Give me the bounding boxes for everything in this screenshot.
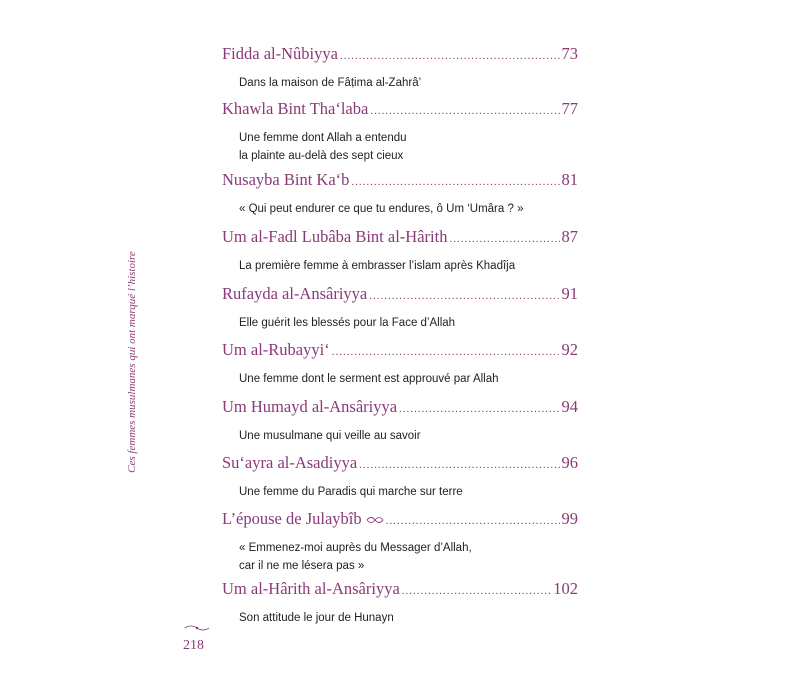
toc-entry (222, 579, 578, 627)
toc-entry-subtitle (239, 314, 578, 332)
toc-entry-subtitle (239, 427, 578, 445)
toc-entry-subtitle (239, 200, 578, 218)
dot-leader (332, 346, 560, 358)
toc-entry-title: Um al-Hârith al-Ansâriyya (222, 579, 400, 598)
toc-entry-subtitle (239, 129, 578, 165)
toc-entry-title: Um Humayd al-Ansâriyya (222, 397, 398, 416)
toc-entry-page: 94 (561, 397, 578, 416)
toc-entry-title: Khawla Bint Tha‘laba (222, 99, 369, 118)
toc-entry-title-text: L’épouse de Julaybîb (222, 509, 362, 528)
subtitle-line: La première femme à embrasser l’islam après Khadîja (239, 260, 516, 272)
subtitle-line: Elle guérit les blessés pour la Face d’Allah (239, 317, 456, 329)
subtitle-line: la plainte au-delà des sept cieux (239, 150, 404, 162)
subtitle-line: Dans la maison de Fâṭima al-Zahrâ’ (239, 77, 422, 89)
dot-leader (386, 515, 560, 527)
dot-leader (402, 585, 551, 597)
toc-entry-page: 96 (561, 453, 578, 472)
subtitle-line: « Qui peut endurer ce que tu endures, ô Um ‘Umâra ? » (239, 203, 524, 215)
toc-entry-title-row (222, 227, 578, 251)
toc-entry (222, 453, 578, 501)
dot-leader (359, 459, 559, 471)
toc-entry-title-row (222, 453, 578, 477)
toc-entry-title: Su‘ayra al-Asadiyya (222, 453, 358, 472)
toc-entry-title: Um al-Fadl Lubâba Bint al-Hârith (222, 227, 448, 246)
toc-entry-title-row (222, 170, 578, 194)
toc-entry-subtitle (239, 257, 578, 275)
toc-entry (222, 44, 578, 92)
toc-entry-page: 87 (561, 227, 578, 246)
toc-entry (222, 99, 578, 165)
subtitle-line: Une femme dont le serment est approuvé par Allah (239, 373, 499, 385)
toc-entry (222, 284, 578, 332)
toc-entry-title: Um al-Rubayyi‘ (222, 340, 330, 359)
floral-ornament-icon (184, 624, 210, 632)
dot-leader (340, 50, 560, 62)
toc-entry-title: Nusayba Bint Ka‘b (222, 170, 350, 189)
toc-entry (222, 509, 578, 575)
subtitle-line: Une femme dont Allah a entendu (239, 132, 407, 144)
toc-entry-title: Fidda al-Nûbiyya (222, 44, 338, 63)
toc-entry (222, 340, 578, 388)
toc-entry (222, 227, 578, 275)
dot-leader (351, 176, 559, 188)
toc-entry-title (222, 509, 384, 529)
honorific-ornament-icon (366, 515, 384, 525)
toc-entry-page: 77 (561, 99, 578, 118)
toc-entry-page: 99 (561, 509, 578, 528)
toc-entry-title: Rufayda al-Ansâriyya (222, 284, 368, 303)
dot-leader (449, 233, 559, 245)
toc-entry-title-row (222, 397, 578, 421)
toc-entry-page: 73 (561, 44, 578, 63)
toc-entry-subtitle (239, 483, 578, 501)
toc-entry-subtitle (239, 609, 578, 627)
subtitle-line: Une musulmane qui veille au savoir (239, 430, 421, 442)
dot-leader (369, 290, 559, 302)
running-book-title: Ces femmes musulmanes qui ont marqué l’histoire (126, 251, 138, 473)
dot-leader (370, 105, 559, 117)
toc-entry-subtitle (239, 539, 578, 575)
subtitle-line: Une femme du Paradis qui marche sur terre (239, 486, 463, 498)
toc-entry-title-row (222, 579, 578, 603)
subtitle-line: Son attitude le jour de Hunayn (239, 612, 394, 624)
toc-entry-subtitle (239, 370, 578, 388)
page-number: 218 (183, 638, 204, 653)
toc-entry-page: 91 (561, 284, 578, 303)
toc-entry-page: 92 (561, 340, 578, 359)
toc-entry-title-row (222, 509, 578, 533)
toc-entry-title-row (222, 340, 578, 364)
subtitle-line: « Emmenez-moi auprès du Messager d’Allah, (239, 542, 472, 554)
toc-entry-page: 81 (561, 170, 578, 189)
dot-leader (399, 403, 559, 415)
toc-entry-subtitle (239, 74, 578, 92)
toc-entry (222, 397, 578, 445)
toc-entry-title-row (222, 44, 578, 68)
toc-entry-page: 102 (553, 579, 578, 598)
toc-entry-title-row (222, 99, 578, 123)
toc-entry-title-row (222, 284, 578, 308)
subtitle-line: car il ne me lésera pas » (239, 560, 365, 572)
toc-entry (222, 170, 578, 218)
